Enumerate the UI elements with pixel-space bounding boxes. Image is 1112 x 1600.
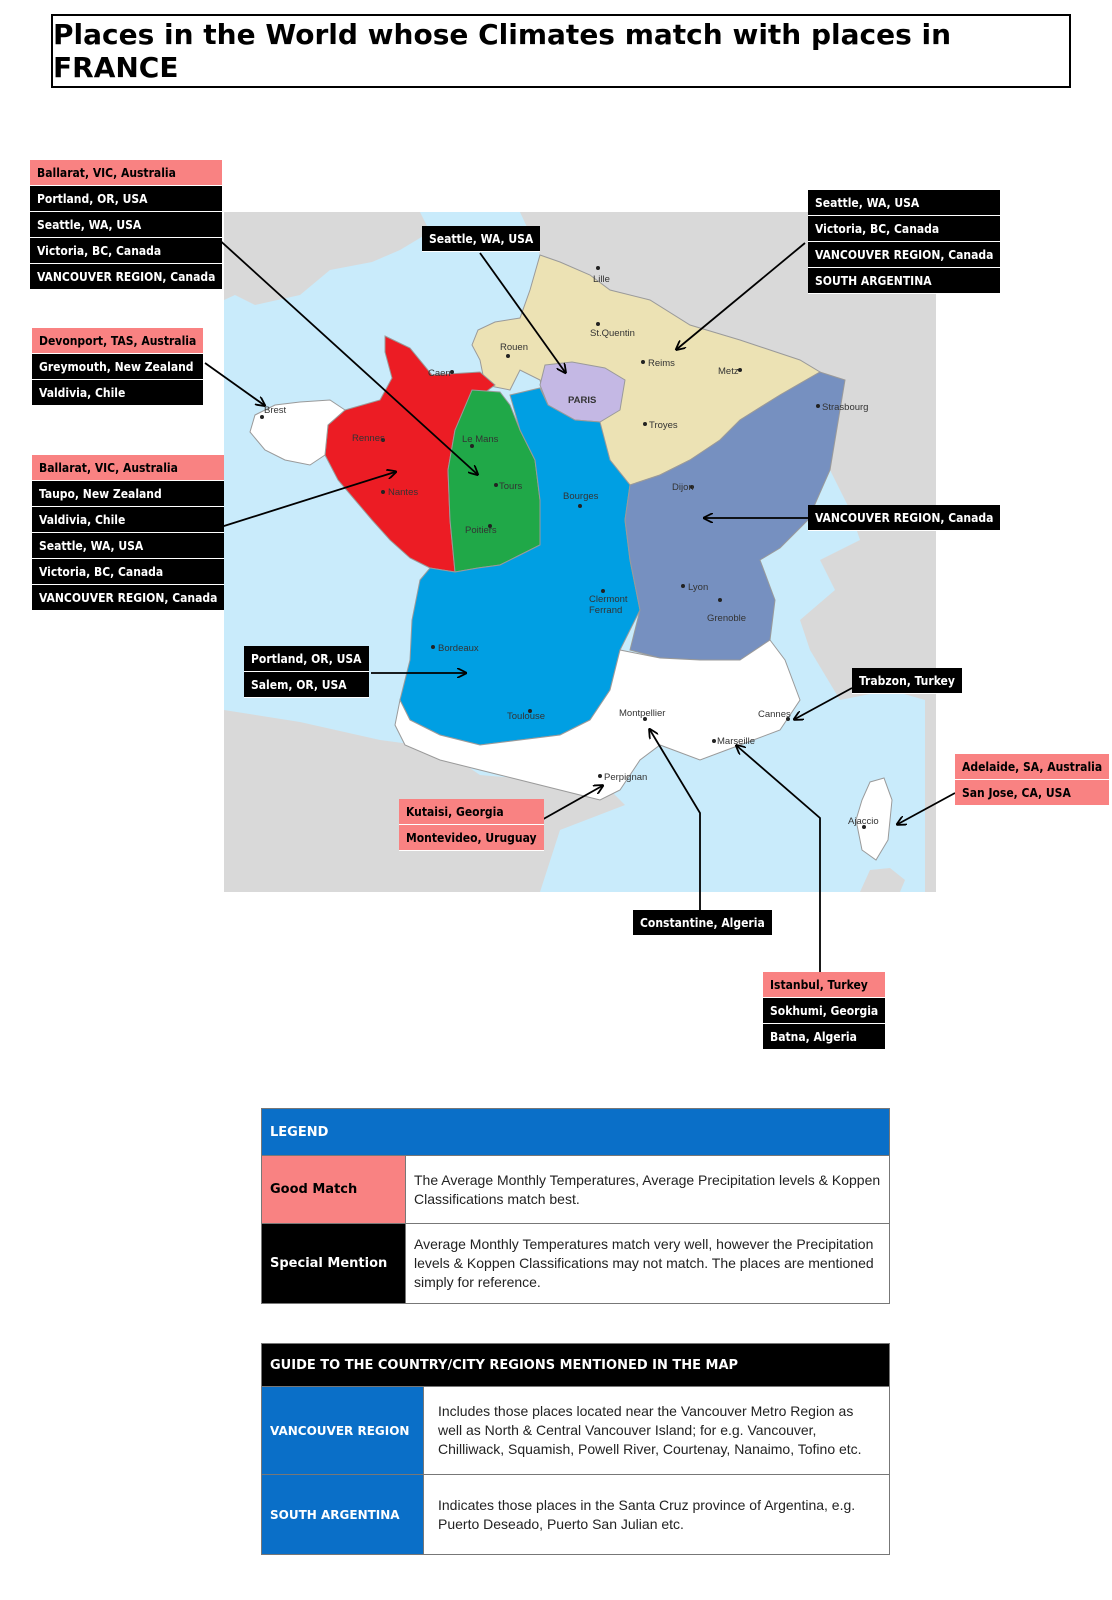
city-dot-grenoble [718,598,722,602]
place-label-special-mention: Victoria, BC, Canada [808,216,1000,242]
city-dot-perpignan [598,774,602,778]
guide-vancouver-desc: Includes those places located near the Vancouver Metro Region as well as North & Central Vancouver Island; for e.g. Vancouver, Chilliwack, Squamish, Powell River, Courtenay, Nanaimo, Tofino etc. [424,1387,890,1475]
label-group-east [808,505,1000,531]
legend-good-match-key: Good Match [262,1156,406,1224]
place-label-special-mention: Portland, OR, USA [244,646,369,672]
city-st-quentin: St.Quentin [590,328,635,339]
city-strasbourg: Strasbourg [822,402,869,413]
city-rouen: Rouen [500,342,528,353]
place-label-special-mention: Sokhumi, Georgia [763,998,885,1024]
place-label-special-mention: Seattle, WA, USA [422,226,540,252]
city-dot-st-quentin [596,322,600,326]
city-dot-tours [494,483,498,487]
city-toulouse: Toulouse [507,711,546,722]
label-group-perpignan [399,799,544,851]
place-label-special-mention: Victoria, BC, Canada [32,559,224,585]
legend-header: LEGEND [262,1109,890,1156]
place-label-special-mention: Valdivia, Chile [32,507,224,533]
city-dot-strasbourg [816,404,820,408]
city-dot-lyon [681,584,685,588]
place-label-good-match: Kutaisi, Georgia [399,799,544,825]
city-caen: Caen [428,368,451,379]
city-dot-bourges [578,504,582,508]
legend-table [261,1108,890,1304]
place-label-special-mention: Portland, OR, USA [30,186,222,212]
city-lyon: Lyon [688,582,709,593]
guide-south-argentina-key: SOUTH ARGENTINA [262,1475,424,1555]
page-title: Places in the World whose Climates match with places in FRANCE [53,18,952,84]
city-nantes: Nantes [388,487,419,498]
label-group-nw-top [30,160,222,290]
place-label-special-mention: VANCOUVER REGION, Canada [808,505,1000,531]
place-label-special-mention: VANCOUVER REGION, Canada [32,585,224,611]
legend-special-mention-key: Special Mention [262,1224,406,1304]
city-dot-marseille [712,739,716,743]
city-dijon: Dijon [672,482,694,493]
city-dot-reims [641,360,645,364]
place-label-good-match: San Jose, CA, USA [955,780,1109,806]
city-montpellier: Montpellier [619,708,666,719]
place-label-good-match: Istanbul, Turkey [763,972,885,998]
place-label-special-mention: Seattle, WA, USA [808,190,1000,216]
guide-vancouver-key: VANCOUVER REGION [262,1387,424,1475]
place-label-special-mention: Seattle, WA, USA [32,533,224,559]
label-group-bordeaux [244,646,369,698]
city-ferrand: Ferrand [589,605,623,616]
label-group-montpellier [633,910,772,936]
label-group-marseille [763,972,885,1050]
city-dot-nantes [381,490,385,494]
city-grenoble: Grenoble [707,613,747,624]
city-cannes: Cannes [758,709,791,720]
city-dot-rouen [506,354,510,358]
legend-special-mention-desc: Average Monthly Temperatures match very well, however the Precipitation levels & Koppen Classifications may not match. The places are mentioned simply for reference. [406,1224,890,1304]
city-rennes: Rennes [352,433,385,444]
city-bordeaux: Bordeaux [438,643,479,654]
place-label-special-mention: Greymouth, New Zealand [32,354,203,380]
place-label-special-mention: Taupo, New Zealand [32,481,224,507]
city-dot-lille [596,266,600,270]
city-ajaccio: Ajaccio [848,816,879,827]
city-troyes: Troyes [649,420,678,431]
place-label-special-mention: Valdivia, Chile [32,380,203,406]
place-label-special-mention: Victoria, BC, Canada [30,238,222,264]
place-label-good-match: Montevideo, Uruguay [399,825,544,851]
guide-header: GUIDE TO THE COUNTRY/CITY REGIONS MENTIONED IN THE MAP [262,1344,890,1387]
city-reims: Reims [648,358,675,369]
city-dot-bordeaux [431,645,435,649]
label-group-brest [32,328,203,406]
place-label-good-match: Adelaide, SA, Australia [955,754,1109,780]
place-label-special-mention: Trabzon, Turkey [852,668,962,694]
place-label-special-mention: Constantine, Algeria [633,910,772,936]
place-label-good-match: Devonport, TAS, Australia [32,328,203,354]
city-poitiers: Poitiers [465,525,497,536]
city-brest: Brest [264,405,287,416]
city-clermont: Clermont [589,594,628,605]
city-metz: Metz [718,366,739,377]
city-lille: Lille [593,274,610,285]
city-tours: Tours [499,481,523,492]
label-group-ajaccio [955,754,1109,806]
label-group-paris [422,226,540,252]
city-perpignan: Perpignan [604,772,648,783]
place-label-special-mention: VANCOUVER REGION, Canada [30,264,222,290]
label-group-north [808,190,1000,294]
city-marseille: Marseille [717,736,756,747]
place-label-special-mention: Salem, OR, USA [244,672,369,698]
place-label-good-match: Ballarat, VIC, Australia [30,160,222,186]
city-bourges: Bourges [563,491,599,502]
legend-good-match-desc: The Average Monthly Temperatures, Average Precipitation levels & Koppen Classifications match best. [406,1156,890,1224]
city-le-mans: Le Mans [462,434,499,445]
guide-table [261,1343,890,1555]
place-label-special-mention: Seattle, WA, USA [30,212,222,238]
place-label-special-mention: SOUTH ARGENTINA [808,268,1000,294]
city-paris: PARIS [568,395,597,406]
guide-south-argentina-desc: Indicates those places in the Santa Cruz province of Argentina, e.g. Puerto Deseado, Puerto San Julian etc. [424,1475,890,1555]
place-label-special-mention: Batna, Algeria [763,1024,885,1050]
city-dot-metz [738,368,742,372]
city-dot-clermont [601,589,605,593]
place-label-special-mention: VANCOUVER REGION, Canada [808,242,1000,268]
place-label-good-match: Ballarat, VIC, Australia [32,455,224,481]
city-dot-troyes [643,422,647,426]
label-group-nantes [32,455,224,611]
label-group-cannes [852,668,962,694]
